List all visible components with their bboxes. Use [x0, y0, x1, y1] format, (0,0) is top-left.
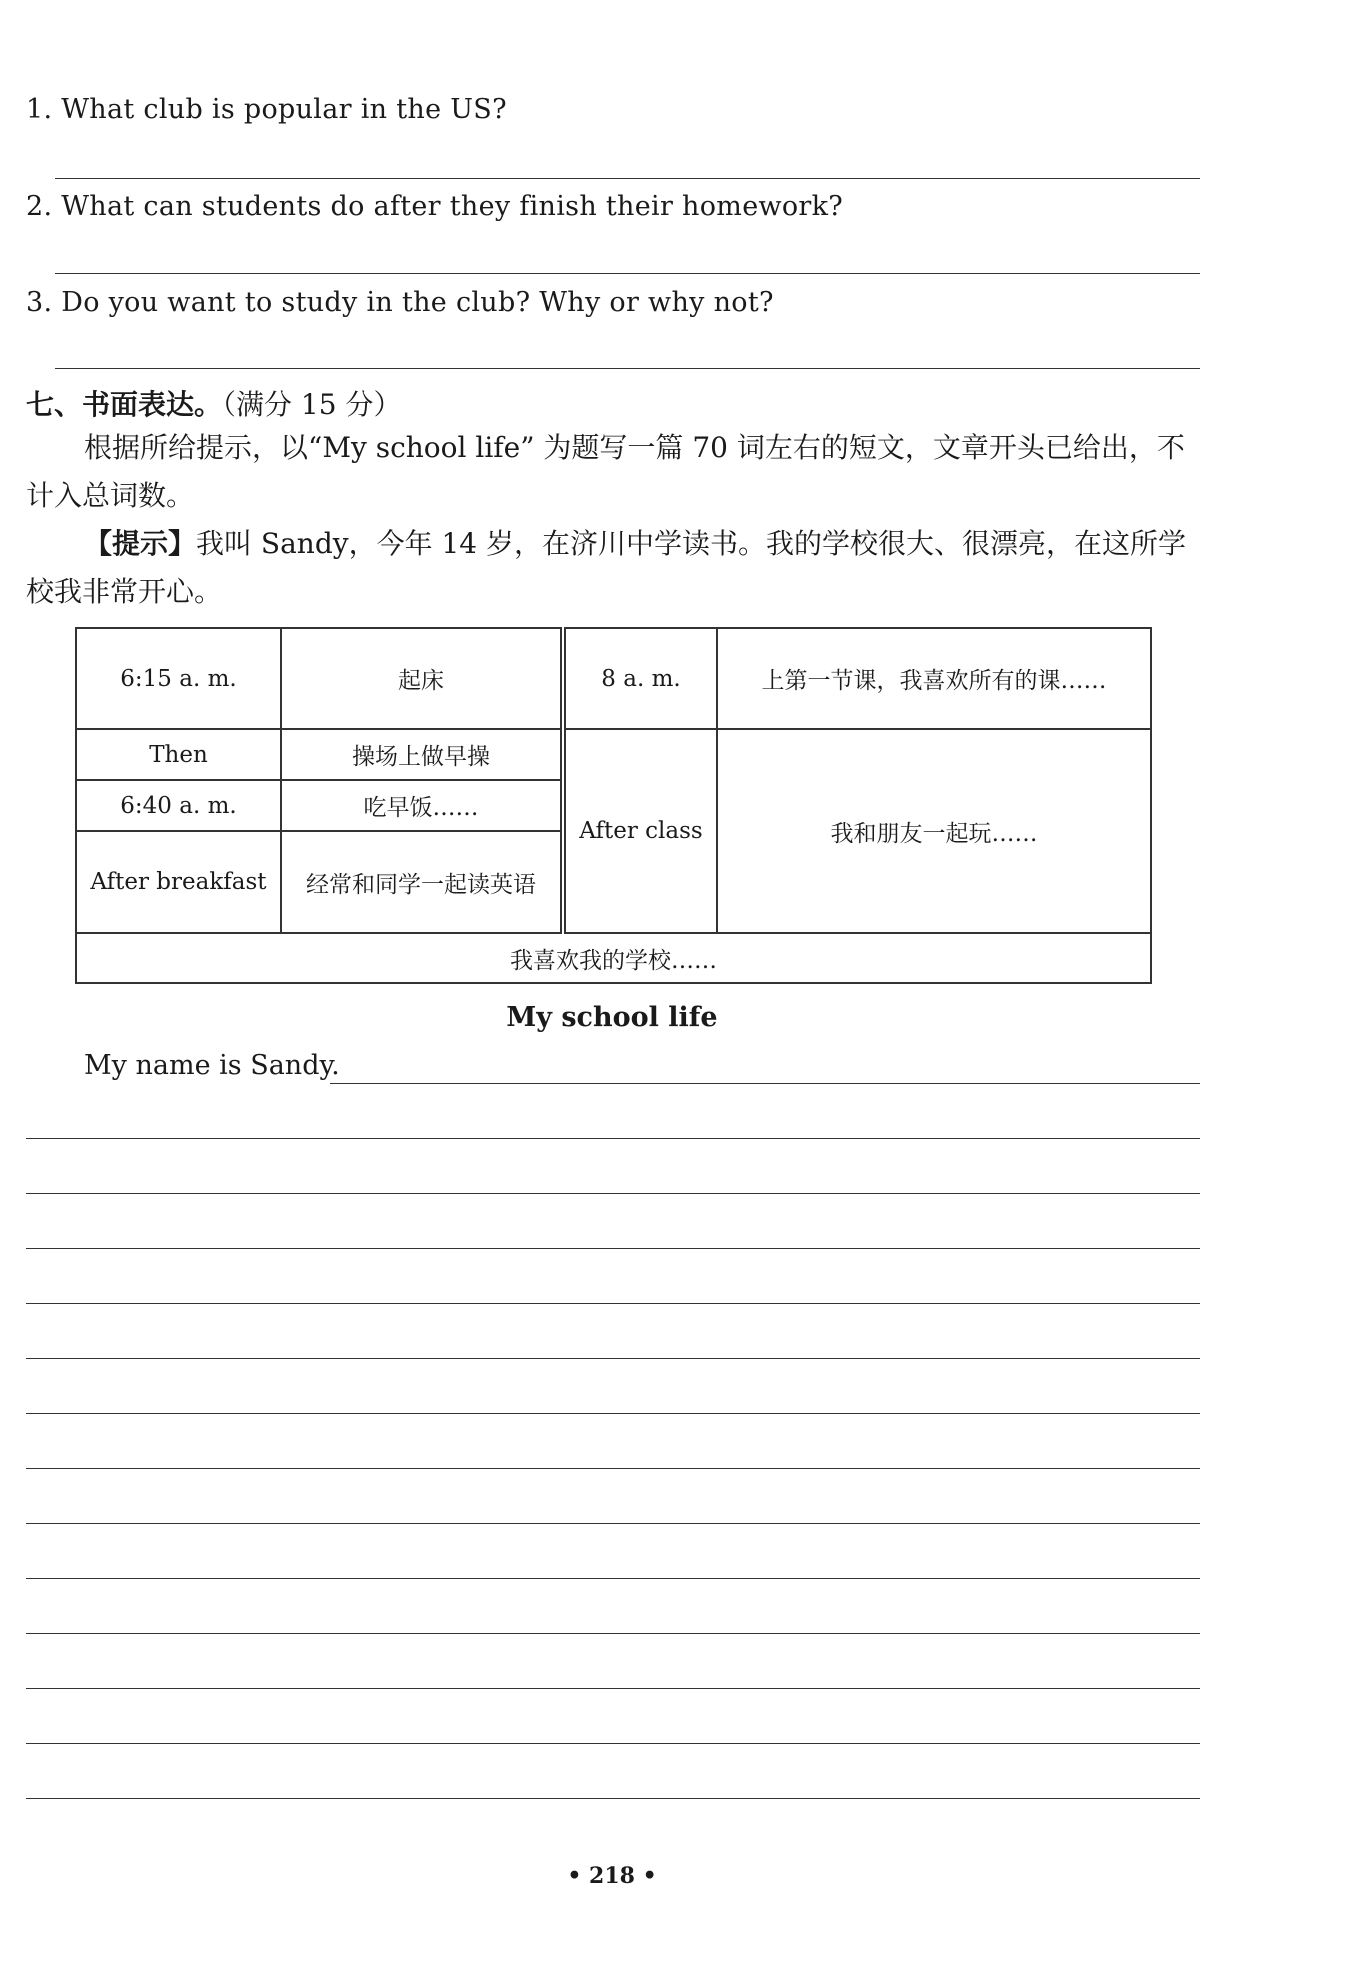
writing-line[interactable]: [26, 1413, 1200, 1414]
time-cell: After breakfast: [76, 831, 281, 933]
answer-line-3[interactable]: [55, 368, 1200, 369]
time-cell: 8 a. m.: [563, 628, 717, 729]
hint-label: 【提示】: [84, 527, 197, 560]
footer-cell: 我喜欢我的学校……: [76, 933, 1151, 983]
table-row: [76, 729, 1151, 780]
writing-line[interactable]: [26, 1248, 1200, 1249]
writing-line[interactable]: [26, 1138, 1200, 1139]
writing-line[interactable]: [26, 1633, 1200, 1634]
answer-line-2[interactable]: [55, 273, 1200, 274]
time-cell: 6:40 a. m.: [76, 780, 281, 831]
time-cell: After class: [563, 729, 717, 933]
writing-line[interactable]: [26, 1798, 1200, 1799]
question-3: 3. Do you want to study in the club? Why or why not?: [26, 287, 774, 318]
activity-cell: 起床: [281, 628, 563, 729]
hint-paragraph: [26, 520, 1206, 616]
section-instruction: 根据所给提示，以“My school life” 为题写一篇 70 词左右的短文，文章开头已给出，不计入总词数。: [26, 431, 1185, 512]
section-score: （满分 15 分）: [222, 388, 402, 421]
answer-line-1[interactable]: [55, 178, 1200, 179]
question-2: 2. What can students do after they finish their homework?: [26, 191, 844, 222]
table-row: [76, 933, 1151, 983]
essay-title: My school life: [506, 1002, 718, 1033]
time-cell: 6:15 a. m.: [76, 628, 281, 729]
writing-line[interactable]: [26, 1358, 1200, 1359]
essay-start: My name is Sandy.: [84, 1050, 340, 1081]
activity-cell: 经常和同学一起读英语: [281, 831, 563, 933]
writing-line[interactable]: [26, 1578, 1200, 1579]
writing-line[interactable]: [330, 1083, 1200, 1084]
writing-line[interactable]: [26, 1688, 1200, 1689]
writing-line[interactable]: [26, 1743, 1200, 1744]
section-heading: [26, 383, 401, 423]
activity-cell: 操场上做早操: [281, 729, 563, 780]
writing-line[interactable]: [26, 1193, 1200, 1194]
activity-cell: 吃早饭……: [281, 780, 563, 831]
writing-line[interactable]: [26, 1468, 1200, 1469]
schedule-table: [75, 627, 1152, 984]
time-cell: Then: [76, 729, 281, 780]
section-title: 七、书面表达。: [26, 388, 223, 421]
hint-text: 我叫 Sandy，今年 14 岁，在济川中学读书。我的学校很大、很漂亮，在这所学校我非常开心。: [26, 527, 1186, 608]
writing-line[interactable]: [26, 1523, 1200, 1524]
writing-line[interactable]: [26, 1303, 1200, 1304]
activity-cell: 上第一节课，我喜欢所有的课……: [717, 628, 1151, 729]
page-number: • 218 •: [567, 1863, 657, 1889]
question-1: 1. What club is popular in the US?: [26, 94, 507, 125]
table-row: [76, 628, 1151, 729]
activity-cell: 我和朋友一起玩……: [717, 729, 1151, 933]
